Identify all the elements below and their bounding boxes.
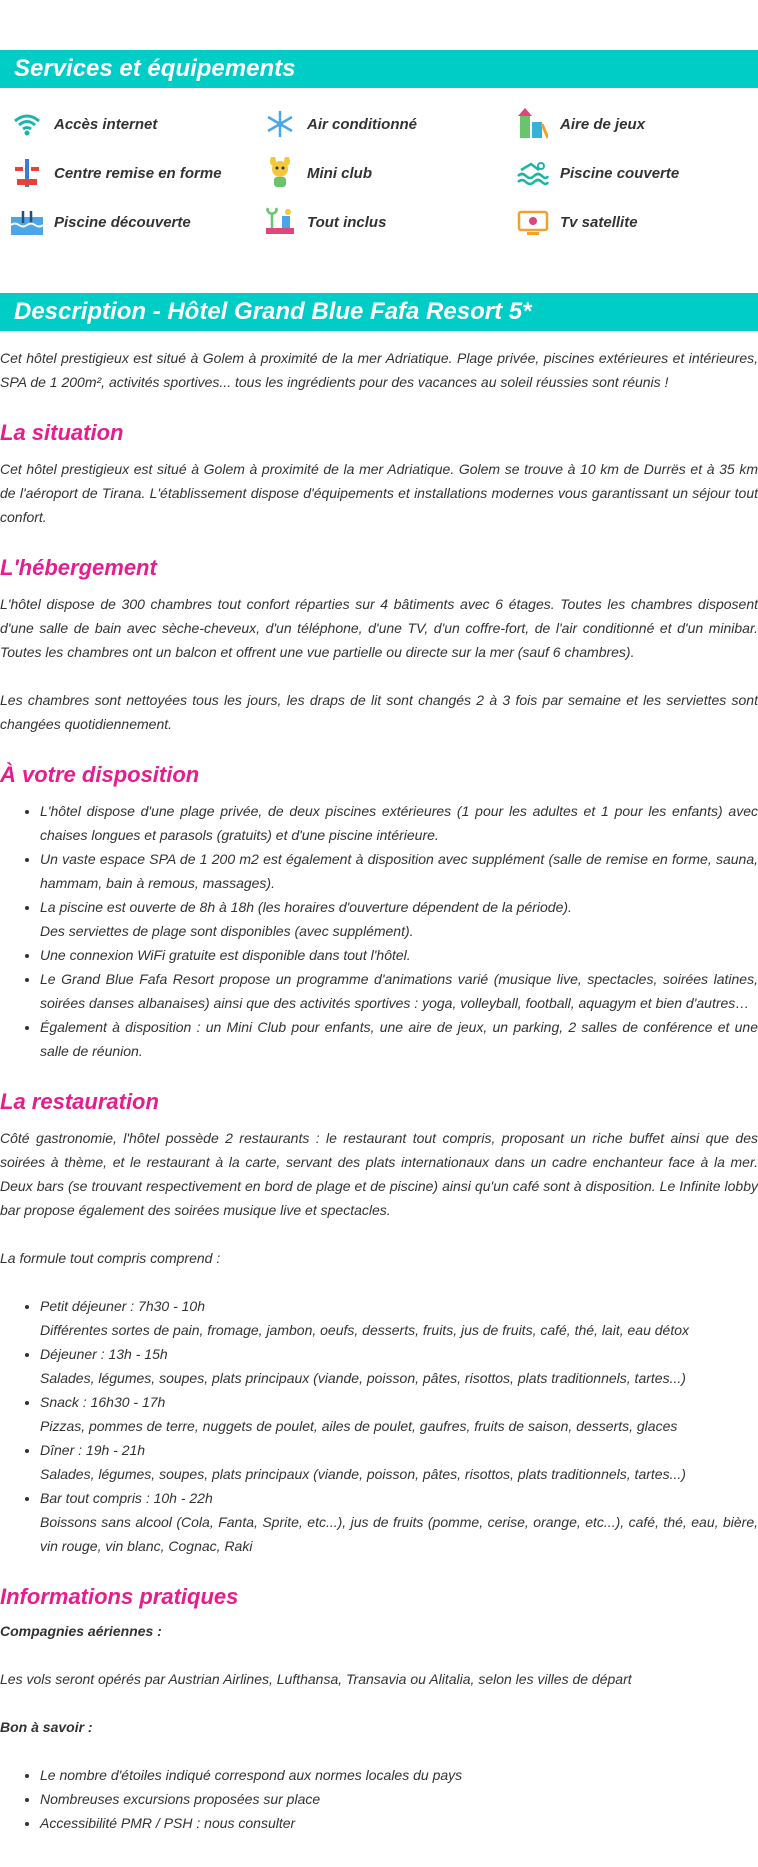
service-label: Aire de jeux bbox=[560, 115, 646, 133]
list-item: • Le nombre d'étoiles indiqué correspond aux normes locales du pays bbox=[40, 1763, 758, 1787]
indoor-pool-icon bbox=[516, 156, 550, 190]
list-item: • Accessibilité PMR / PSH : nous consulter bbox=[40, 1811, 758, 1835]
list-item bbox=[40, 1390, 758, 1438]
disposition-heading: À votre disposition bbox=[0, 762, 200, 787]
outdoor-pool-icon bbox=[10, 205, 44, 239]
list-item-line: Des serviettes de plage sont disponibles (avec supplément). bbox=[40, 923, 414, 939]
restauration-text-2: La formule tout compris comprend : bbox=[0, 1250, 221, 1266]
description-intro: Cet hôtel prestigieux est situé à Golem à proximité de la mer Adriatique. Plage privée, piscines extérieures et intérieures, SPA de 1 200m², activités sportives... tous les ingrédients pour des vacances au soleil réussies sont réunis ! bbox=[0, 350, 758, 390]
hebergement-text-1: L'hôtel dispose de 300 chambres tout confort réparties sur 4 bâtiments avec 6 étages. Toutes les chambres disposent d'une salle de bain avec sèche-cheveux, d'un téléphone, d'une TV, d'un coffre-fort, de l'air conditionné et d'un minibar. Toutes les chambres ont un balcon et offrent une vue partielle ou directe sur la mer (sauf 6 chambres). bbox=[0, 596, 758, 660]
disposition-list bbox=[0, 799, 758, 1063]
situation-heading: La situation bbox=[0, 420, 124, 445]
list-item bbox=[40, 1486, 758, 1558]
meal-head: Dîner : 19h - 21h bbox=[40, 1442, 146, 1458]
list-item bbox=[40, 895, 758, 943]
meal-head: Bar tout compris : 10h - 22h bbox=[40, 1490, 213, 1506]
service-label: Mini club bbox=[307, 164, 372, 182]
bon-a-savoir-label: Bon à savoir : bbox=[0, 1719, 93, 1735]
meal-head: Déjeuner : 13h - 15h bbox=[40, 1346, 168, 1362]
compagnies-text: Les vols seront opérés par Austrian Airlines, Lufthansa, Transavia ou Alitalia, selon les villes de départ bbox=[0, 1671, 632, 1687]
list-item-line: La piscine est ouverte de 8h à 18h (les horaires d'ouverture dépendent de la période). bbox=[40, 899, 572, 915]
list-item bbox=[40, 1438, 758, 1486]
meal-body: Boissons sans alcool (Cola, Fanta, Sprite, etc...), jus de fruits (pomme, cerise, orange, etc...), café, thé, eau, bière, vin rouge, vin blanc, Cognac, Raki bbox=[40, 1514, 758, 1554]
description-title: Description - Hôtel Grand Blue Fafa Resort 5* bbox=[14, 298, 532, 325]
hebergement-text-2: Les chambres sont nettoyées tous les jours, les draps de lit sont changés 2 à 3 fois par semaine et les serviettes sont changées quotidiennement. bbox=[0, 692, 758, 732]
meal-head: Snack : 16h30 - 17h bbox=[40, 1394, 166, 1410]
tv-icon bbox=[516, 205, 550, 239]
infos-heading: Informations pratiques bbox=[0, 1584, 239, 1609]
list-item bbox=[40, 1342, 758, 1390]
service-all-inclusive bbox=[263, 202, 386, 242]
service-label: Tout inclus bbox=[307, 213, 387, 231]
services-banner bbox=[0, 50, 758, 88]
service-label: Accès internet bbox=[54, 115, 158, 133]
snowflake-icon bbox=[263, 107, 297, 141]
formule-list bbox=[0, 1294, 758, 1558]
description-banner bbox=[0, 293, 758, 331]
service-fitness bbox=[10, 153, 222, 193]
wifi-icon bbox=[10, 107, 44, 141]
restauration-text-1: Côté gastronomie, l'hôtel possède 2 restaurants : le restaurant tout compris, proposant un riche buffet ainsi que des soirées à thème, et le restaurant à la carte, servant des plats internationaux dans un cadre enchanteur face à la mer. Deux bars (se trouvant respectivement en bord de plage et de piscine) ainsi qu'un café sont à disposition. Le Infinite lobby bar propose également des soirées musique live et spectacles. bbox=[0, 1130, 758, 1218]
service-playground bbox=[516, 104, 645, 144]
hebergement-heading: L'hébergement bbox=[0, 555, 157, 580]
service-tv bbox=[516, 202, 638, 242]
service-label: Piscine couverte bbox=[560, 164, 680, 182]
service-outdoor-pool bbox=[10, 202, 191, 242]
service-miniclub bbox=[263, 153, 372, 193]
list-item: • Nombreuses excursions proposées sur place bbox=[40, 1787, 758, 1811]
list-item: • Le Grand Blue Fafa Resort propose un programme d'animations varié (musique live, spectacles, soirées latines, soirées danses albanaises) ainsi que des activités sportives : yoga, volleyball, football, aquagym et bien d'autres… bbox=[40, 967, 758, 1015]
description-content bbox=[0, 346, 758, 1835]
mini-club-icon bbox=[263, 156, 297, 190]
service-label: Piscine découverte bbox=[54, 213, 191, 231]
meal-body: Salades, légumes, soupes, plats principaux (viande, poisson, pâtes, risottos, plats traditionnels, tartes...) bbox=[40, 1370, 686, 1386]
service-internet bbox=[10, 104, 157, 144]
list-item: • Une connexion WiFi gratuite est disponible dans tout l'hôtel. bbox=[40, 943, 758, 967]
all-inclusive-icon bbox=[263, 205, 297, 239]
services-title: Services et équipements bbox=[14, 55, 296, 82]
situation-text: Cet hôtel prestigieux est situé à Golem à proximité de la mer Adriatique. Golem se trouve à 10 km de Durrës et à 35 km de l'aéroport de Tirana. L'établissement dispose d'équipements et installations modernes vous garantissant un séjour tout confort. bbox=[0, 461, 758, 525]
restauration-heading: La restauration bbox=[0, 1089, 159, 1114]
service-label: Tv satellite bbox=[560, 213, 638, 231]
list-item: • Un vaste espace SPA de 1 200 m2 est également à disposition avec supplément (salle de remise en forme, sauna, hammam, bain à remous, massages). bbox=[40, 847, 758, 895]
list-item bbox=[40, 1294, 758, 1342]
service-indoor-pool bbox=[516, 153, 679, 193]
list-item: • Également à disposition : un Mini Club pour enfants, une aire de jeux, un parking, 2 salles de conférence et une salle de réunion. bbox=[40, 1015, 758, 1063]
service-aircon bbox=[263, 104, 417, 144]
playground-icon bbox=[516, 107, 550, 141]
meal-body: Salades, légumes, soupes, plats principaux (viande, poisson, pâtes, risottos, plats traditionnels, tartes...) bbox=[40, 1466, 686, 1482]
service-label: Centre remise en forme bbox=[54, 164, 222, 182]
bon-a-savoir-list bbox=[0, 1763, 758, 1835]
compagnies-label: Compagnies aériennes : bbox=[0, 1623, 162, 1639]
list-item: • L'hôtel dispose d'une plage privée, de deux piscines extérieures (1 pour les adultes et 1 pour les enfants) avec chaises longues et parasols (gratuits) et d'une piscine intérieure. bbox=[40, 799, 758, 847]
meal-body: Pizzas, pommes de terre, nuggets de poulet, ailes de poulet, gaufres, fruits de saison, desserts, glaces bbox=[40, 1418, 678, 1434]
service-label: Air conditionné bbox=[307, 115, 417, 133]
fitness-icon bbox=[10, 156, 44, 190]
meal-head: Petit déjeuner : 7h30 - 10h bbox=[40, 1298, 206, 1314]
meal-body: Différentes sortes de pain, fromage, jambon, oeufs, desserts, fruits, jus de fruits, café, thé, lait, eau détox bbox=[40, 1322, 689, 1338]
